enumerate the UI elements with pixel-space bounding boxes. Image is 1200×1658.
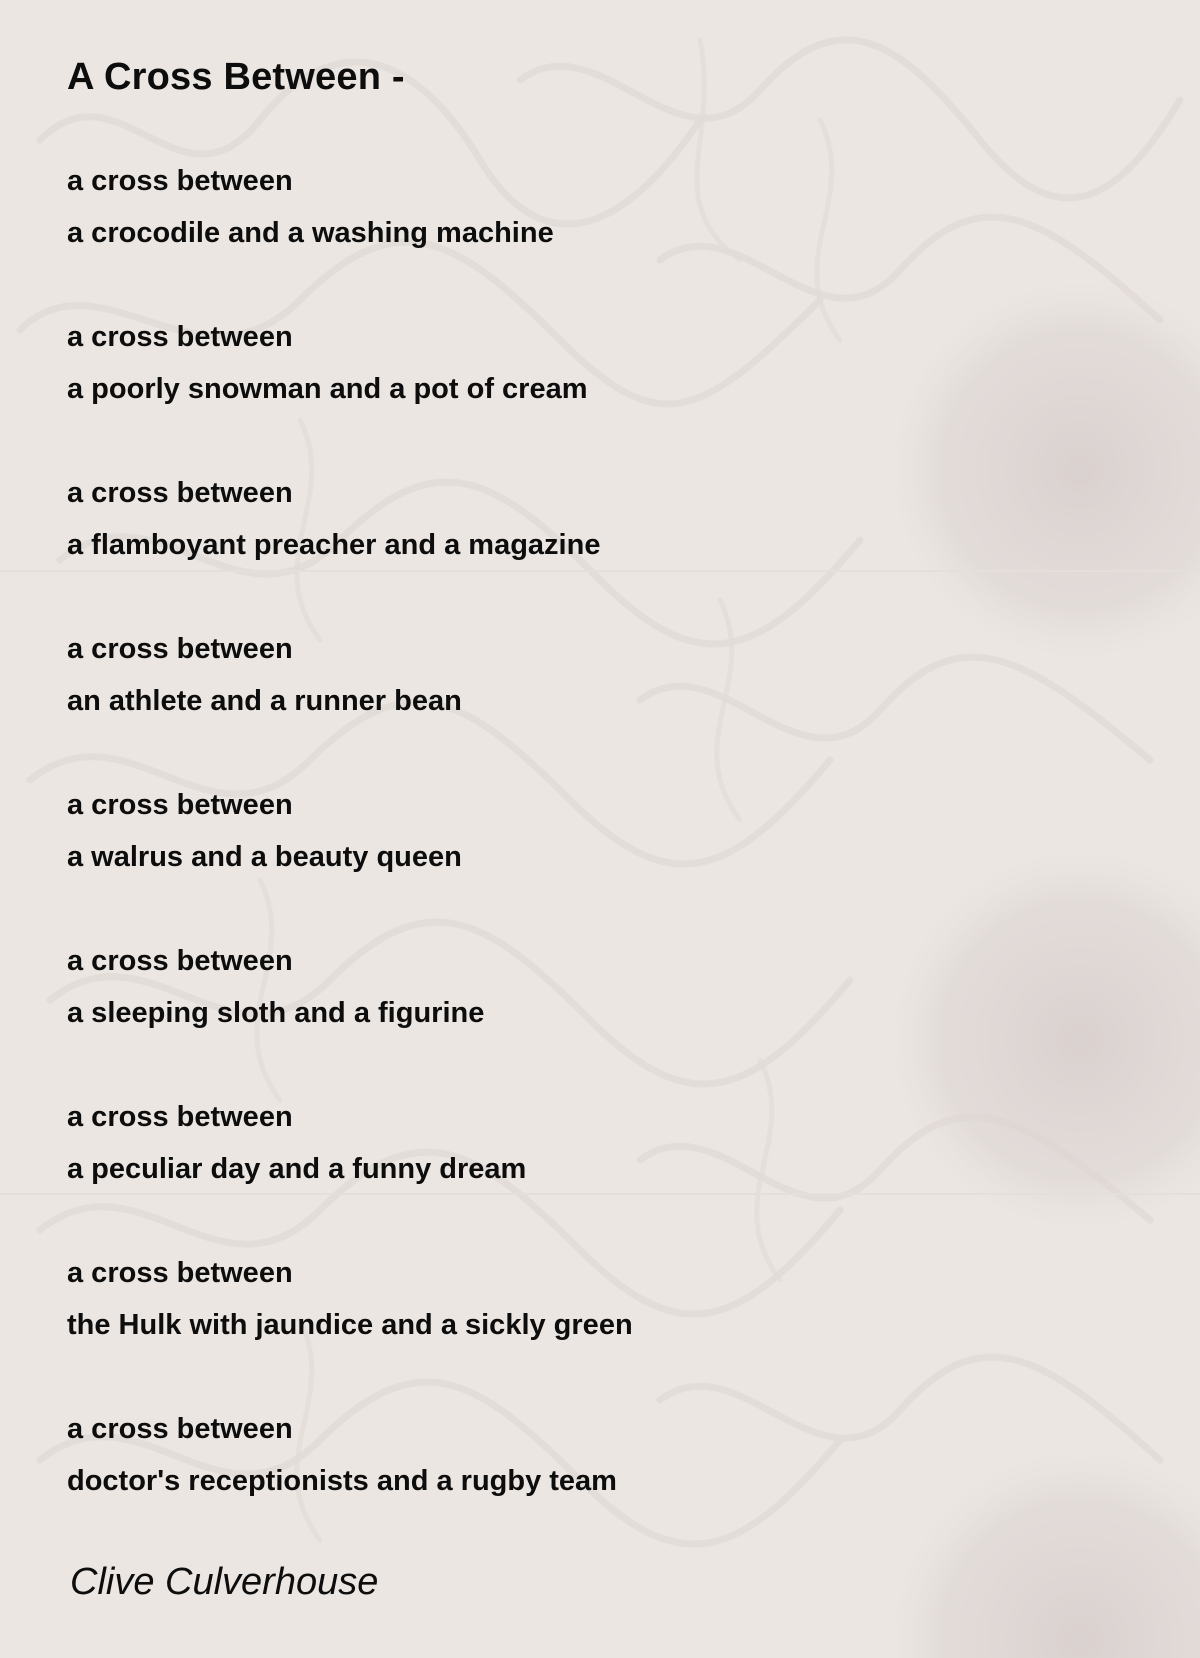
- poem-line: a cross between: [67, 633, 293, 665]
- poem-line: a poorly snowman and a pot of cream: [67, 373, 588, 405]
- poem-line: doctor's receptionists and a rugby team: [67, 1465, 617, 1497]
- poem-line: a cross between: [67, 945, 293, 977]
- poem-line: a crocodile and a washing machine: [67, 217, 554, 249]
- poem-line: a cross between: [67, 1413, 293, 1445]
- stanza: [67, 1403, 1067, 1507]
- poem-line: a cross between: [67, 477, 293, 509]
- poem-line: a walrus and a beauty queen: [67, 841, 462, 873]
- poem-line: a cross between: [67, 165, 293, 197]
- stanza: [67, 155, 1067, 259]
- stanza: [67, 779, 1067, 883]
- poem-line: a peculiar day and a funny dream: [67, 1153, 527, 1185]
- poem-stanzas: [67, 155, 1067, 1507]
- stanza: [67, 1091, 1067, 1195]
- poem-line: a flamboyant preacher and a magazine: [67, 529, 601, 561]
- poem-author: Clive Culverhouse: [70, 1561, 379, 1603]
- stanza: [67, 623, 1067, 727]
- poem-line: a cross between: [67, 1101, 293, 1133]
- stanza: [67, 935, 1067, 1039]
- stanza: [67, 311, 1067, 415]
- poem-line: a cross between: [67, 1257, 293, 1289]
- stanza: [67, 467, 1067, 571]
- poem-line: the Hulk with jaundice and a sickly green: [67, 1309, 633, 1341]
- poem-line: a cross between: [67, 789, 293, 821]
- poem-title: A Cross Between -: [67, 56, 405, 98]
- stanza: [67, 1247, 1067, 1351]
- poem-line: a sleeping sloth and a figurine: [67, 997, 485, 1029]
- poem-line: a cross between: [67, 321, 293, 353]
- poem-line: an athlete and a runner bean: [67, 685, 462, 717]
- poem-content: [67, 52, 1067, 1559]
